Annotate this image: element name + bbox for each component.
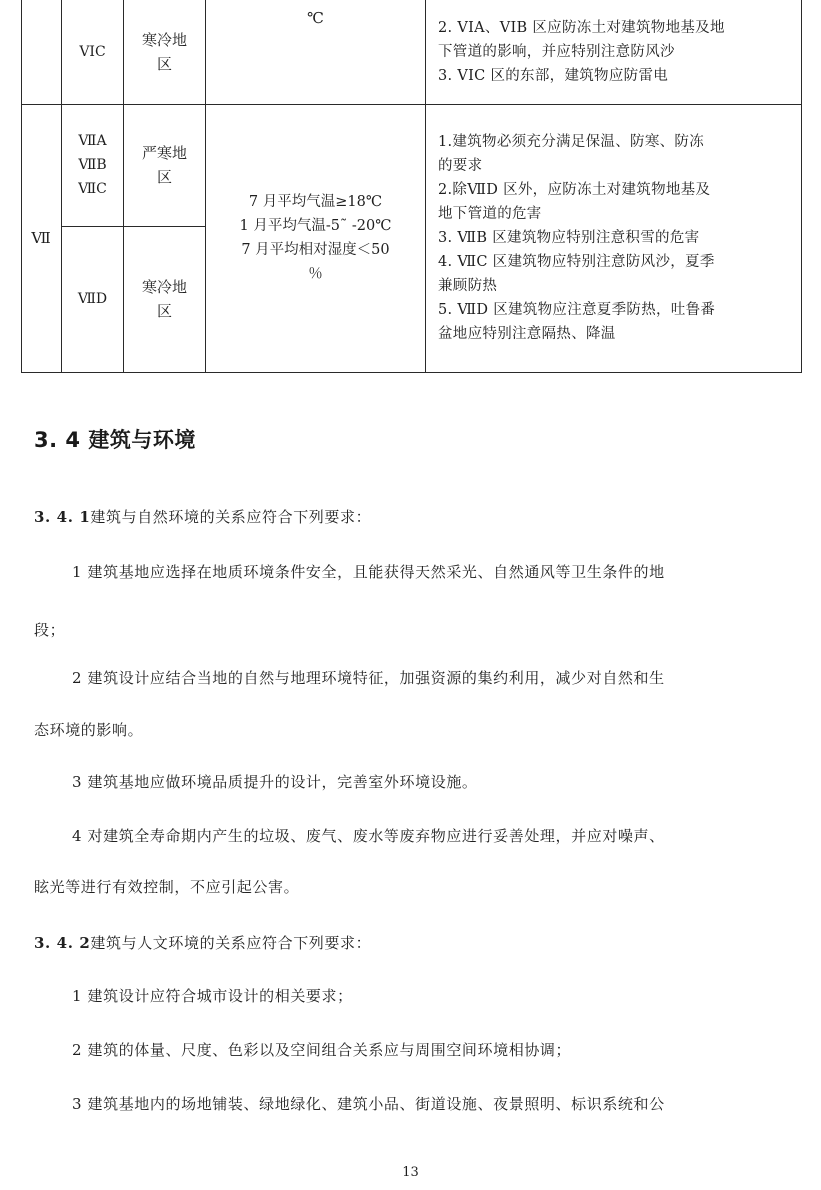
clause-heading-341 bbox=[34, 506, 794, 528]
requirement-line: 1.建筑物必须充分满足保温、防寒、防冻 bbox=[438, 134, 705, 150]
clause-text: 建筑与人文环境的关系应符合下列要求： bbox=[90, 934, 372, 952]
clause-number: 3. 4. 1 bbox=[34, 508, 91, 526]
page-number: 13 bbox=[402, 1165, 419, 1180]
clause-text: 建筑与自然环境的关系应符合下列要求： bbox=[90, 508, 372, 526]
requirement-line: 兼顾防热 bbox=[438, 278, 498, 294]
subzone-cell-vic: VIC bbox=[62, 0, 124, 104]
clause-item: 1 建筑基地应选择在地质环境条件安全，且能获得天然采光、自然通风等卫生条件的地 bbox=[72, 563, 665, 581]
clause-item-continuation: 眩光等进行有效控制，不应引起公害。 bbox=[34, 878, 300, 896]
zone-cell-vii: Ⅶ bbox=[22, 104, 62, 372]
zone-type-cell-vii-d: 寒冷地区 bbox=[124, 226, 206, 372]
section-title: 3. 4 建筑与环境 bbox=[34, 428, 196, 452]
index-line: 7 月平均气温≥18℃ bbox=[248, 194, 383, 210]
requirements-cell-vii bbox=[426, 104, 802, 372]
index-line: 1 月平均气温-5˜ -20℃ bbox=[239, 218, 392, 234]
clause-item: 4 对建筑全寿命期内产生的垃圾、废气、废水等废弃物应进行妥善处理，并应对噪声、 bbox=[72, 827, 665, 845]
requirement-line: 下管道的影响，并应特别注意防风沙 bbox=[438, 43, 675, 60]
clause-item: 2 建筑的体量、尺度、色彩以及空间组合关系应与周围空间环境相协调； bbox=[72, 1041, 572, 1059]
index-cell-vic: ℃ bbox=[206, 0, 426, 104]
climate-zone-table bbox=[21, 0, 802, 373]
requirement-line: 地下管道的危害 bbox=[438, 206, 542, 222]
zone-cell-empty bbox=[22, 0, 62, 104]
clause-item: 3 建筑基地内的场地铺装、绿地绿化、建筑小品、街道设施、夜景照明、标识系统和公 bbox=[72, 1095, 665, 1113]
requirement-line: 的要求 bbox=[438, 158, 483, 174]
requirement-line: 4. ⅦC 区建筑物应特别注意防风沙，夏季 bbox=[438, 254, 715, 270]
index-line: 7 月平均相对湿度＜50 bbox=[241, 242, 390, 258]
requirements-cell-vic bbox=[426, 0, 802, 104]
subzone-label: ⅦC bbox=[78, 181, 107, 197]
index-cell-vii bbox=[206, 104, 426, 372]
zone-type-cell-vic: 寒冷地区 bbox=[124, 0, 206, 104]
index-line: ％ bbox=[308, 266, 323, 282]
subzone-label: ⅦA bbox=[78, 133, 107, 149]
clause-item-continuation: 态环境的影响。 bbox=[34, 721, 144, 739]
table-row-vic bbox=[22, 0, 802, 104]
subzone-cell-vii-abc bbox=[62, 104, 124, 226]
zone-type-cell-vii-abc: 严寒地区 bbox=[124, 104, 206, 226]
clause-number: 3. 4. 2 bbox=[34, 934, 91, 952]
requirement-line: 3. ⅦB 区建筑物应特别注意积雪的危害 bbox=[438, 230, 700, 246]
requirement-line: 3. VIC 区的东部，建筑物应防雷电 bbox=[438, 67, 669, 84]
clause-heading-342 bbox=[34, 932, 794, 954]
clause-item-continuation: 段； bbox=[34, 621, 66, 639]
clause-item: 1 建筑设计应符合城市设计的相关要求； bbox=[72, 987, 353, 1005]
requirement-line: 5. ⅦD 区建筑物应注意夏季防热，吐鲁番 bbox=[438, 302, 716, 318]
clause-item: 3 建筑基地应做环境品质提升的设计，完善室外环境设施。 bbox=[72, 773, 478, 791]
requirement-line: 2.除ⅦD 区外，应防冻土对建筑物地基及 bbox=[438, 182, 711, 198]
table-row-vii-abc bbox=[22, 104, 802, 226]
subzone-label: ⅦB bbox=[78, 157, 107, 173]
requirement-line: 2. VIA、VIB 区应防冻土对建筑物地基及地 bbox=[438, 19, 725, 36]
clause-item: 2 建筑设计应结合当地的自然与地理环境特征，加强资源的集约利用，减少对自然和生 bbox=[72, 669, 665, 687]
requirement-line: 盆地应特别注意隔热、降温 bbox=[438, 326, 616, 342]
subzone-cell-vii-d: ⅦD bbox=[62, 226, 124, 372]
